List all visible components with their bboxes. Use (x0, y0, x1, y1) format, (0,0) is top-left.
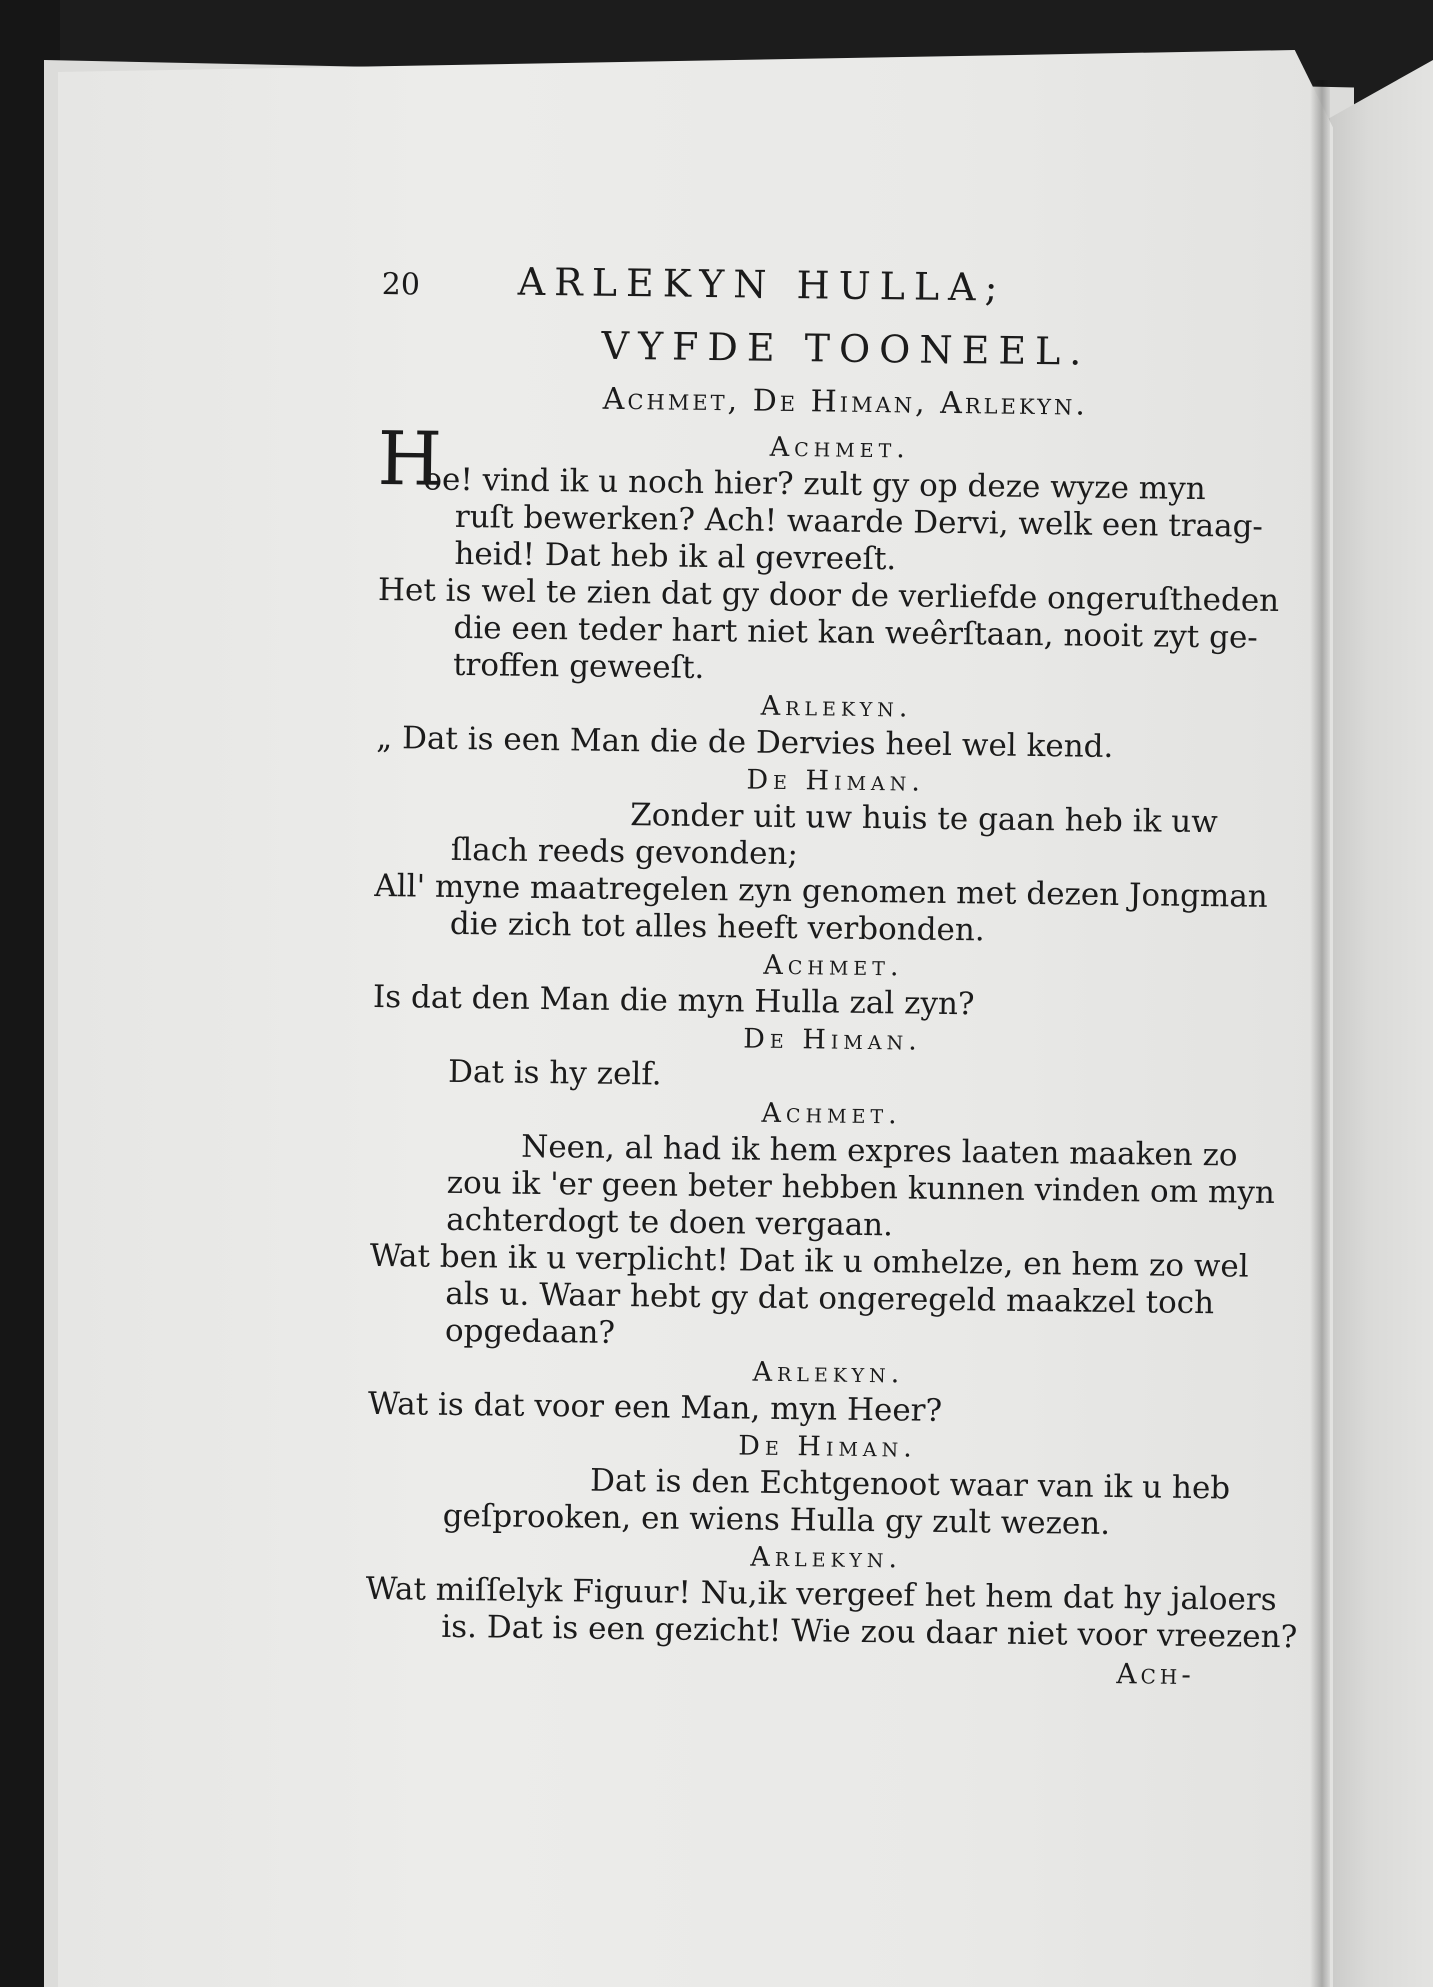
speaker-name: De Himan. (738, 1430, 918, 1464)
text-line: die een teder hart niet kan weêrſtaan, nooit zyt ge- (453, 609, 1258, 656)
text-line: ſlach reeds gevonden; (450, 831, 799, 873)
text-line: achterdogt te doen vergaan. (446, 1201, 894, 1244)
text-line: All' myne maatregelen zyn genomen met dezen Jongman (374, 867, 1268, 915)
speaker-name: Arlekyn. (750, 1541, 903, 1575)
book-gutter (1310, 80, 1330, 1987)
page-number: 20 (381, 266, 421, 303)
text-line: Zonder uit uw huis te gaan heb ik uw (630, 797, 1218, 841)
text-line: zou ik 'er geen beter hebben kunnen vinden om myn (446, 1164, 1276, 1211)
speech-block (377, 415, 1264, 582)
text-line: Is dat den Man die myn Hulla zal zyn? (372, 978, 975, 1023)
text-line: Wat miſſelyk Figuur! Nu,ik vergeef het hem dat hy jaloers (365, 1570, 1277, 1619)
text-line: Het is wel te zien dat gy door de verliefde ongeruſtheden (377, 571, 1280, 619)
speaker-name: Achmet. (763, 949, 904, 983)
text-line: als u. Waar hebt gy dat ongeregeld maakzel toch (445, 1275, 1215, 1322)
scene-persons: Achmet, De Himan, Arlekyn. (602, 381, 1089, 423)
text-line: Dat is hy zelf. (447, 1053, 662, 1093)
text-line: Neen, al had ik hem expres laaten maaken zo (520, 1128, 1238, 1174)
text-line: heid! Dat heb ik al gevreeſt. (454, 535, 897, 578)
text-line: ruſt bewerken? Ach! waarde Dervi, welk een traag- (454, 498, 1264, 545)
speaker-name: De Himan. (746, 764, 926, 798)
text-line: die zich tot alles heeft verbonden. (449, 905, 985, 949)
text-line: Wat ben ik u verplicht! Dat ik u omhelze, en hem zo wel (369, 1237, 1249, 1285)
speaker-name: Achmet. (761, 1097, 902, 1131)
speaker-name: De Himan. (743, 1023, 922, 1057)
text-line: Wat is dat voor een Man, myn Heer? (367, 1385, 943, 1429)
text-line: Dat is den Echtgenoot waar van ik u heb (589, 1462, 1231, 1507)
text-line: geſprooken, en wiens Hulla gy zult wezen. (442, 1497, 1111, 1542)
text-line: troffen geweeſt. (452, 646, 705, 686)
speaker-name: Arlekyn. (760, 690, 913, 724)
speaker-name: Arlekyn. (752, 1356, 905, 1390)
scene-title: VYFDE TOONEEL. (601, 323, 1091, 374)
running-title: ARLEKYN HULLA; (517, 259, 1007, 310)
catchword: Ach- (1116, 1657, 1196, 1692)
speaker-name: Achmet. (769, 431, 911, 465)
page-text (365, 259, 1298, 1695)
text-line: „ Dat is een Man die de Dervies heel wel kend. (375, 719, 1114, 765)
text-line: oe! vind ik u noch hier? zult gy op deze wyze myn (423, 461, 1206, 508)
drop-initial: H (377, 415, 443, 503)
text-line: is. Dat is een gezicht! Wie zou daar niet voor vreezen? (441, 1608, 1298, 1656)
page-header (381, 259, 1232, 322)
facing-page (1326, 60, 1433, 1987)
text-line: opgedaan? (444, 1312, 616, 1351)
